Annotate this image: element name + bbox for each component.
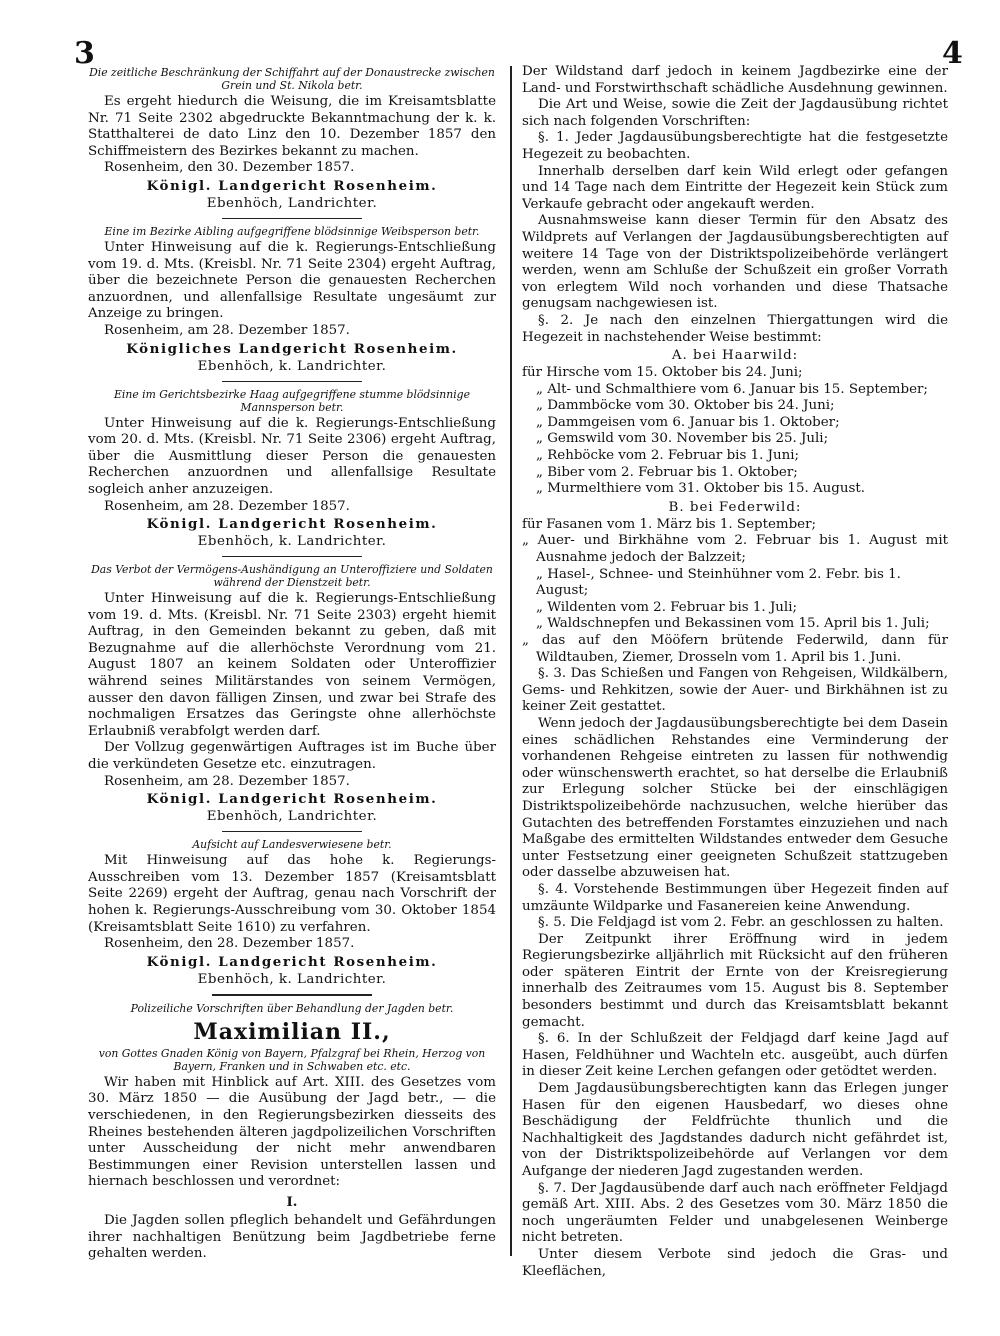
season-entry: „ Waldschnepfen und Bekassinen vom 15. April bis 1. Juli; — [536, 616, 930, 632]
paragraph: Unter diesem Verbote sind jedoch die Gras- und Kleeflächen, — [522, 1246, 948, 1279]
court-signature: Königl. Landgericht Rosenheim. — [146, 177, 438, 194]
paragraph-section-2: §. 2. Je nach den einzelnen Thiergattungen wird die Hegezeit in nachstehender Weise bestimmt: — [522, 312, 948, 345]
notice-date: Rosenheim, den 28. Dezember 1857. — [104, 936, 355, 952]
notice-body: Mit Hinweisung auf das hohe k. Regierungs-Ausschreiben vom 13. Dezember 1857 (Kreisamtsblatt Seite 2269) ergeht der Auftrag, genau nach Vorschrift der hohen k. Regierungs-Ausschreibung vom 30. Oktober 1854 (Kreisamtsblatt Seite 1610) zu verfahren. — [88, 853, 496, 935]
season-entry: „ Wildenten vom 2. Februar bis 1. Juli; — [536, 599, 798, 615]
notice-title: Aufsicht auf Landesverwiesene betr. — [192, 838, 392, 852]
notice-body: Es ergeht hiedurch die Weisung, die im Kreisamtsblatte Nr. 71 Seite 2302 abgedruckte Bekanntmachung der k. k. Statthalterei de dato Linz den 10. Dezember 1857 den Schiffmeistern des Bezirkes bekannt zu machen. — [88, 94, 496, 159]
decree-text: Die Jagden sollen pfleglich behandelt und Gefährdungen ihrer nachhaltigen Benützung beim Jagdbetriebe ferne gehalten werden. — [88, 1212, 496, 1262]
notice-date: Rosenheim, am 28. Dezember 1857. — [104, 322, 350, 338]
column-divider — [510, 66, 512, 1256]
section-rule — [212, 994, 372, 996]
court-signature: Königl. Landgericht Rosenheim. — [146, 516, 438, 533]
court-signature: Königl. Landgericht Rosenheim. — [146, 953, 438, 970]
notice-body-2: Der Vollzug gegenwärtigen Auftrages ist im Buche über die verkündeten Gesetze etc. einzutragen. — [88, 740, 496, 773]
page-number-right: 4 — [942, 36, 963, 71]
notice-expelled-persons — [88, 838, 496, 996]
court-signature: Königliches Landgericht Rosenheim. — [126, 340, 458, 357]
notice-title: Das Verbot der Vermögens-Aushändigung an Unteroffiziere und Soldaten während der Dienstzeit betr. — [91, 563, 493, 590]
paragraph-section-3: §. 3. Das Schießen und Fangen von Rehgeisen, Wildkälbern, Gems- und Rehkitzen, sowie der Auer- und Birkhähnen ist zu keiner Zeit gestattet. — [522, 666, 948, 715]
page-number-left: 3 — [74, 36, 95, 71]
notice-body: Unter Hinweisung auf die k. Regierungs-Entschließung vom 19. d. Mts. (Kreisbl. Nr. 71 Seite 2304) ergeht Auftrag, über die bezeichnete Person die genauesten Recherchen anzuordnen, und allenfallsige Resultate ungesäumt zur Anzeige zu bringen. — [88, 239, 496, 322]
paragraph-section-4: §. 4. Vorstehende Bestimmungen über Hegezeit finden auf umzäunte Wildparke und Fasanereien keine Anwendung. — [522, 881, 948, 914]
notice-date: Rosenheim, den 30. Dezember 1857. — [104, 160, 355, 176]
paragraph: Ausnahmsweise kann dieser Termin für den Absatz des Wildprets auf Verlangen der Jagdausübungsberechtigten auf weitere 14 Tage von der Distriktspolizeibehörde verlängert werden, wenn am Schluße der Schußzeit ein großer Vorrath von erlegtem Wild noch vorhanden und diese Thatsache genugsam nachgewiesen ist. — [522, 213, 948, 312]
notice-danube-shipping — [88, 66, 496, 219]
paragraph: Die Art und Weise, sowie die Zeit der Jagdausübung richtet sich nach folgenden Vorschriften: — [522, 97, 948, 129]
judge-signature: Ebenhöch, k. Landrichter. — [197, 358, 387, 374]
left-column — [88, 64, 496, 1263]
court-signature: Königl. Landgericht Rosenheim. — [146, 791, 438, 808]
season-entry: „ Dammgeisen vom 6. Januar bis 1. Oktober; — [536, 414, 840, 430]
notice-title: Die zeitliche Beschränkung der Schiffahrt auf der Donaustrecke zwischen Grein und St. Nikola betr. — [89, 66, 495, 92]
season-entry: „ Dammböcke vom 30. Oktober bis 24. Juni; — [536, 398, 835, 414]
decree-numeral: I. — [286, 1193, 298, 1210]
season-entry: „ Hasel-, Schnee- und Steinhühner vom 2. Febr. bis 1. August; — [536, 566, 901, 599]
season-entry: „ Murmelthiere vom 31. Oktober bis 15. August. — [536, 481, 865, 497]
judge-signature: Ebenhöch, Landrichter. — [206, 809, 378, 825]
season-entry: „ Auer- und Birkhähne vom 2. Februar bis 1. August mit Ausnahme jedoch der Balzzeit; — [522, 533, 948, 566]
king-styled-title: von Gottes Gnaden König von Bayern, Pfalzgraf bei Rhein, Herzog von Bayern, Franken und in Schwaben etc. etc. — [98, 1046, 486, 1073]
season-entry: „ Gemswild vom 30. November bis 25. Juli; — [536, 431, 829, 447]
notice-title: Eine im Bezirke Aibling aufgegriffene blödsinnige Weibsperson betr. — [104, 224, 480, 238]
paragraph: Dem Jagdausübungsberechtigten kann das Erlegen junger Hasen für den eigenen Hausbedarf, wo dieses ohne Beschädigung der Feldfrüchte thunlich und die Nachhaltigkeit des Jagdstandes dadurch nicht gefährdet ist, von der Distriktspolizeibehörde auf Verlangen vor dem Aufgange der niederen Jagd zugestanden werden. — [522, 1081, 948, 1179]
notice-body: Unter Hinweisung auf die k. Regierungs-Entschließung vom 20. d. Mts. (Kreisbl. Nr. 71 Seite 2306) ergeht Auftrag, über die Ausmittlung dieser Person die genauesten Recherchen anzuordnen und allenfallsige Resultate sogleich anher anzuzeigen. — [88, 415, 496, 497]
paragraph-section-1: §. 1. Jeder Jagdausübungsberechtigte hat die festgesetzte Hegezeit zu beobachten. — [522, 130, 948, 162]
notice-date: Rosenheim, am 28. Dezember 1857. — [104, 773, 350, 789]
paragraph-section-5: §. 5. Die Feldjagd ist vom 2. Febr. an geschlossen zu halten. — [538, 915, 944, 931]
paragraph: Der Zeitpunkt ihrer Eröffnung wird in jedem Regierungsbezirke alljährlich mit Rücksicht auf den früheren oder späteren Eintrit der Ernte von der Kreisregierung innerhalb des Zeitraumes vom 15. August bis 8. September besonders bestimmt und durch das Kreisamtsblatt bekannt gemacht. — [522, 931, 948, 1030]
season-entry: für Fasanen vom 1. März bis 1. September; — [522, 516, 817, 532]
paragraph-section-6: §. 6. In der Schlußzeit der Feldjagd darf keine Jagd auf Hasen, Feldhühner und Wachteln etc. ausgeübt, auch dürfen in dieser Zeit keine Lerchen gefangen oder getödtet werden. — [522, 1031, 948, 1080]
haarwild-heading: A. bei Haarwild: — [671, 348, 799, 364]
king-name: Maximilian II., — [193, 1018, 391, 1045]
season-entry: „ das auf den Mööfern brütende Federwild, dann für Wildtauben, Ziemer, Drosseln vom 1. April bis 1. Juni. — [522, 633, 948, 665]
federwild-heading: B. bei Federwild: — [668, 499, 802, 515]
paragraph: Innerhalb derselben darf kein Wild erlegt oder gefangen und 14 Tage nach dem Eintritte der Hegezeit kein Stück zum Verkaufe gebracht oder angekauft werden. — [522, 163, 948, 212]
notice-title: Polizeiliche Vorschriften über Behandlung der Jagden betr. — [130, 1001, 454, 1015]
notice-soldier-assets — [88, 563, 496, 832]
notice-hunting-rules — [88, 1002, 496, 1263]
paragraph-section-7: §. 7. Der Jagdausübende darf auch nach eröffneter Feldjagd gemäß Art. XIII. Abs. 2 des Gesetzes vom 30. März 1850 die noch ungeräumten Felder und unabgelesenen Weinberge nicht betreten. — [522, 1180, 948, 1246]
judge-signature: Ebenhöch, Landrichter. — [206, 195, 378, 211]
judge-signature: Ebenhöch, k. Landrichter. — [197, 971, 387, 987]
notice-body: Unter Hinweisung auf die k. Regierungs-Entschließung vom 19. d. Mts. (Kreisbl. Nr. 71 Seite 2303) ergeht hiemit Auftrag, in den Gemeinden bekannt zu geben, daß mit Bezugnahme auf die allerhöchste Verordnung vom 21. August 1807 an keinem Soldaten oder Unteroffizier während seines Militärstandes von seinem Vermögen, ausser den davon fälligen Zinsen, und zwar bei Strafe des nochmaligen Ersatzes das Geringste ohne allerhöchste Erlaubniß verabfolgt werden darf. — [88, 591, 496, 739]
paragraph: Wenn jedoch der Jagdausübungsberechtigte bei dem Dasein eines schädlichen Rehstandes eine Verminderung der vorhandenen Rehgeise eintreten zu lassen für nothwendig oder wünschenswerth erachtet, so hat derselbe die Erlaubniß zur Erlegung solcher Stücke bei der einschlägigen Distriktspolizeibehörde nachzusuchen, welche hierüber das Gutachten des betreffenden Forstamtes einzuziehen und nach Maßgabe des ermittelten Wildstandes entweder dem Gesuche unter Festsetzung einer geeigneten Schußzeit stattzugeben oder dasselbe abzuweisen hat. — [522, 715, 948, 881]
decree-body: Wir haben mit Hinblick auf Art. XIII. des Gesetzes vom 30. März 1850 — die Ausübung der Jagd betr., — die verschiedenen, in den Regierungsbezirken diesseits des Rheines bestehenden älteren jagdpolizeilichen Vorschriften unter Ausscheidung der nicht mehr anwendbaren Bestimmungen einer Revision unterstellen lassen und hiernach beschlossen und verordnet: — [88, 1074, 496, 1190]
paragraph: Der Wildstand darf jedoch in keinem Jagdbezirke eine der Land- und Forstwirthschaft schädliche Ausdehnung gewinnen. — [522, 64, 948, 96]
season-entry: „ Biber vom 2. Februar bis 1. Oktober; — [536, 464, 798, 480]
section-rule — [222, 831, 362, 832]
right-column — [522, 64, 948, 1280]
notice-date: Rosenheim, am 28. Dezember 1857. — [104, 498, 350, 514]
section-rule — [222, 556, 362, 557]
section-rule — [222, 218, 362, 219]
judge-signature: Ebenhöch, k. Landrichter. — [197, 534, 387, 550]
notice-haag-man — [88, 388, 496, 558]
section-rule — [222, 381, 362, 382]
season-entry: „ Rehböcke vom 2. Februar bis 1. Juni; — [536, 448, 800, 464]
notice-aibling-woman — [88, 225, 496, 382]
notice-title: Eine im Gerichtsbezirke Haag aufgegriffene stumme blödsinnige Mannsperson betr. — [114, 387, 470, 414]
season-entry: für Hirsche vom 15. Oktober bis 24. Juni; — [522, 365, 803, 381]
season-entry: „ Alt- und Schmalthiere vom 6. Januar bis 15. September; — [536, 381, 928, 397]
